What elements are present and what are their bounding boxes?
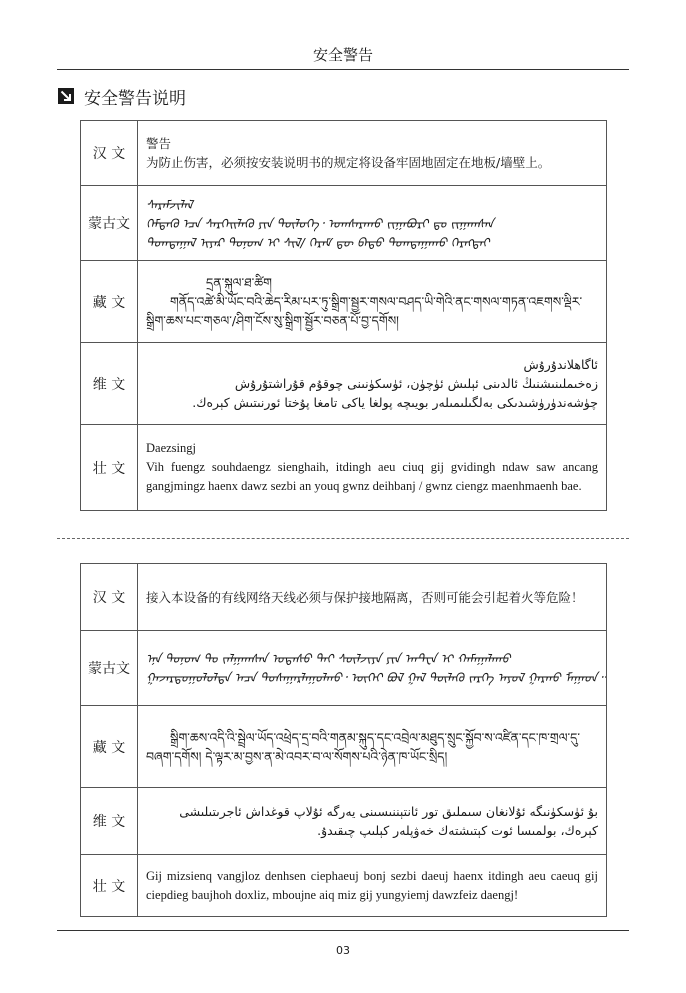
- table-row-tibetan: [81, 261, 607, 343]
- page-number: 03: [336, 944, 350, 957]
- dashed-divider: [57, 538, 629, 539]
- content-zhuang: [138, 425, 607, 511]
- mongolian-line: ᠲᠣᠭᠲᠠᠭᠠᠯ ᠢᠶᠠᠷ ᠲᠣᠨᠤᠭ ᠢ ᠰᠢᠯ/ ᠬᠡᠷᠡᠮ ᠳᠦ ᠪᠠᠲᠤ ᠲᠣᠭᠲᠠᠭᠠᠬᠤ ᠬᠡᠷᠡᠭᠲᠡᠢ: [146, 234, 490, 250]
- mongolian-line: ᠭᠡᠮᠲᠡᠬᠦ ᠡᠴᠡ ᠰᠡᠷᠭᠡᠢᠯᠡᠬᠦ ᠶᠢᠨ ᠲᠥᠯᠦᠭᠡ᠂ ᠤᠭᠰᠠᠷᠠᠬᠤ ᠵᠢᠭᠠᠪᠤᠷᠢ ᠳᠤ ᠵᠢᠭᠠᠭᠰᠠᠨ: [146, 215, 494, 231]
- tibetan-heading: དྲན་སྐུལ་ཐ་ཚིག: [206, 275, 272, 290]
- han-text: 为防止伤害，必须按安装说明书的规定将设备牢固地固定在地板/墙壁上。: [146, 155, 551, 170]
- table-row-zhuang: [81, 425, 607, 511]
- header-divider: [57, 69, 629, 70]
- table-row-han: [81, 121, 607, 186]
- table-row-han: [81, 564, 607, 631]
- table-row-mongolian: [81, 186, 607, 261]
- label-zhuang: 壮 文: [81, 425, 138, 511]
- zhuang-text: Vih fuengz souhdaengz sienghaih, itdingh aeu ciuq gij gvidingh ndaw saw ancang gangjmingz haenx dawz sezbi an youq gwnz deihbanj / gwnz ciengz maenhmaenh bae.: [146, 460, 598, 493]
- uyghur-heading: ئاگاھلاندۇرۇش: [523, 357, 598, 372]
- table-row-mongolian: [81, 631, 607, 706]
- tibetan-text: སྒྲིག་ཆས་འདི་འི་སྦྲེལ་ཡོད་འཕྲེད་དྲ་བའི་གནམ་སྐུད་དང་འབྲེལ་མཐུད་སྲུང་སྐྱོབ་ས་འཛིན་དང་ཁ་གྲལ་དུ་བཞག་དགོས། དེ་ལྟར་མ་བྱས་ན་མེ་འབར་བ་ལ་སོགས་པའི་ཉེན་ཁ་ཡོང་སྲིད།: [146, 729, 581, 764]
- content-tibetan: [138, 261, 607, 343]
- zhuang-heading: Daezsingj: [146, 441, 196, 455]
- content-zhuang: [138, 855, 607, 917]
- warning-table-2: [80, 563, 607, 917]
- arrow-corner-icon: [58, 88, 74, 104]
- table-row-zhuang: [81, 855, 607, 917]
- label-han: 汉 文: [81, 121, 138, 186]
- table-row-uyghur: [81, 343, 607, 425]
- page-header-title: 安全警告: [312, 46, 373, 64]
- label-tibetan: 藏 文: [81, 261, 138, 343]
- label-mongolian: 蒙古文: [81, 631, 138, 706]
- content-uyghur: [138, 343, 607, 425]
- mongolian-line: ᠭᠠᠵᠠᠷᠳᠤᠭᠤᠯᠤᠯᠲᠠ ᠠᠴᠠ ᠲᠤᠰᠠᠭᠠᠷᠯᠠᠭᠤᠯᠬᠤ᠂ ᠦᠭᠡᠢ ᠪᠣᠯ ᠭᠠᠯ ᠲᠦᠯᠡᠬᠦ ᠵᠡᠷᠭᠡ ᠠᠶᠤᠯ ᠭᠠᠷᠬᠤ ᠮᠠᠭᠠᠳ᠃: [146, 670, 606, 685]
- label-han: 汉 文: [81, 564, 138, 631]
- content-mongolian: [138, 631, 607, 706]
- mongolian-line: ᠰᠡᠷᠡᠮᠵᠢᠯᠡᠯ: [146, 196, 193, 212]
- content-mongolian: [138, 186, 607, 261]
- tibetan-text: གནོད་འཚེ་མི་ཡོང་བའི་ཆེད་རིམ་པར་ཏུ་སྒྲིག་སྦྱར་གསལ་བཤད་ཡི་གེའི་ནང་གསལ་གཏན་འཇགས་ལྡིར་སྒྲིག་ཆས་པང་གཅལ་/ཤིག་ངོས་སུ་སྒྲིག་སྦྱོར་བཅན་པོ་བྱ་དགོས།: [146, 294, 583, 328]
- label-tibetan: 藏 文: [81, 706, 138, 788]
- section-title: [58, 85, 186, 107]
- mongolian-line: ᠡᠨᠡ ᠲᠣᠨᠤᠭ ᠲᠤ ᠵᠠᠯᠭᠠᠭᠰᠠᠨ ᠤᠲᠠᠰᠤ ᠲᠠᠢ ᠰᠦᠯᠵᠢᠶᠡ ᠶᠢᠨ ᠠᠨᠲ᠋ᠧᠨ ᠢ ᠬᠠᠮᠠᠭᠠᠯᠠᠬᠤ: [146, 651, 511, 666]
- label-zhuang: 壮 文: [81, 855, 138, 917]
- footer-divider: [57, 930, 629, 931]
- content-han: [138, 564, 607, 631]
- han-text: 接入本设备的有线网络天线必须与保护接地隔离，否则可能会引起着火等危险！: [146, 589, 584, 605]
- table-row-tibetan: [81, 706, 607, 788]
- zhuang-text: Gij mizsienq vangjloz denhsen ciephaeuj bonj sezbi daeuj haenx itdingh aeu caeuq gij ciepdieg baujhoh doxliz, mboujne aiq miz gij yungyiemj dawzfeiz daengj!: [146, 868, 598, 902]
- content-han: [138, 121, 607, 186]
- uyghur-text: زەخىملىنىشنىڭ ئالدىنى ئېلىش ئۈچۈن، ئۈسكۈنىنى چوقۇم قۇراشتۇرۇش چۈشەندۈرۈشىدىكى بەلگىلىمىلەر بويىچە پولغا ياكى تامغا پۇختا ئورنىتىش كېرەك.: [192, 376, 598, 410]
- section-title-text: 安全警告说明: [84, 88, 186, 109]
- uyghur-text: بۇ ئۈسكۈنىگە ئۇلانغان سىملىق تور ئانتېننىسىنى يەرگە ئۇلاپ قوغداش ئاجرىتىلىشى كېرەك، بولمىسا ئوت كېتىشتەك خەۋپلەر كېلىپ چىقىدۇ.: [179, 804, 598, 838]
- table-row-uyghur: [81, 788, 607, 855]
- label-mongolian: 蒙古文: [81, 186, 138, 261]
- content-tibetan: [138, 706, 607, 788]
- content-uyghur: [138, 788, 607, 855]
- han-heading: 警告: [146, 136, 172, 151]
- label-uyghur: 维 文: [81, 343, 138, 425]
- label-uyghur: 维 文: [81, 788, 138, 855]
- warning-table-1: [80, 120, 607, 511]
